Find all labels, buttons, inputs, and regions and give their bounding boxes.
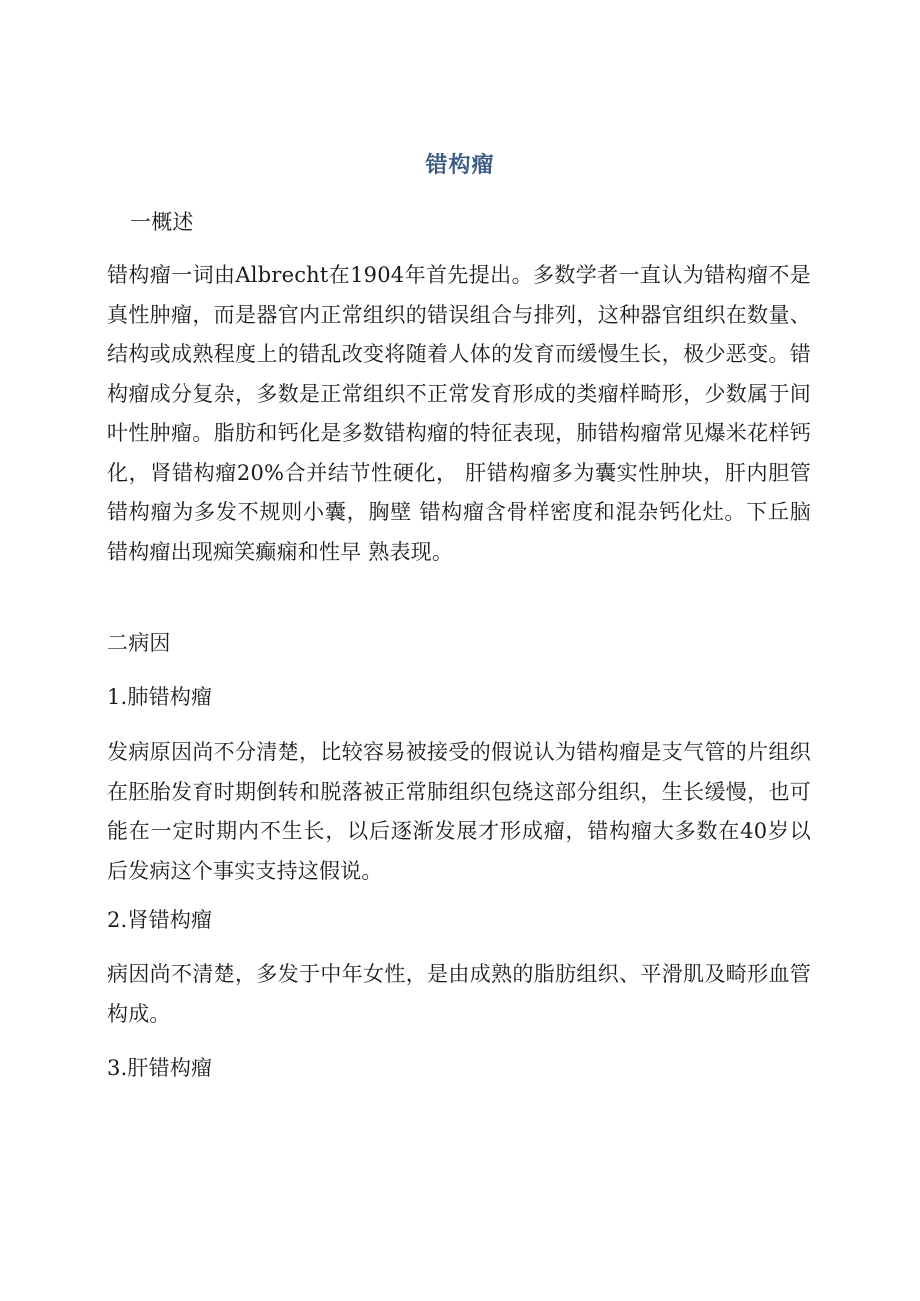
document-title: 错构瘤 [425, 152, 495, 178]
kidney-paragraph: 病因尚不清楚，多发于中年女性，是由成熟的脂肪组织、平滑肌及畸形血管构成。 [107, 962, 811, 1026]
subheading-kidney: 2.肾错构瘤 [107, 908, 213, 932]
overview-paragraph: 错构瘤一词由Albrecht在1904年首先提出。多数学者一直认为错构瘤不是真性肿瘤，而是器官内正常组织的错误组合与排列，这种器官组织在数量、结构或成熟程度上的错乱改变将随着人体的发育而缓慢生长，极少恶变。错构瘤成分复杂，多数是正常组织不正常发育形成的类瘤样畸形，少数属于间叶性肿瘤。脂肪和钙化是多数错构瘤的特征表现，肺错构瘤常见爆米花样钙化，肾错构瘤20%合并结节性硬化， 肝错构瘤多为囊实性肿块，肝内胆管错构瘤为多发不规则小囊，胸壁 错构瘤含骨样密度和混杂钙化灶。下丘脑错构瘤出现痴笑癫痫和性早 熟表现。 [107, 263, 811, 564]
subheading-liver: 3.肝错构瘤 [107, 1056, 213, 1080]
lung-paragraph: 发病原因尚不分清楚，比较容易被接受的假说认为错构瘤是支气管的片组织在胚胎发育时期倒转和脱落被正常肺组织包绕这部分组织，生长缓慢，也可能在一定时期内不生长，以后逐渐发展才形成瘤，错构瘤大多数在40岁以后发病这个事实支持这假说。 [107, 740, 811, 883]
subheading-lung: 1.肺错构瘤 [107, 685, 213, 709]
section-heading-overview: 一概述 [130, 210, 194, 234]
section-heading-cause: 二病因 [107, 631, 171, 655]
